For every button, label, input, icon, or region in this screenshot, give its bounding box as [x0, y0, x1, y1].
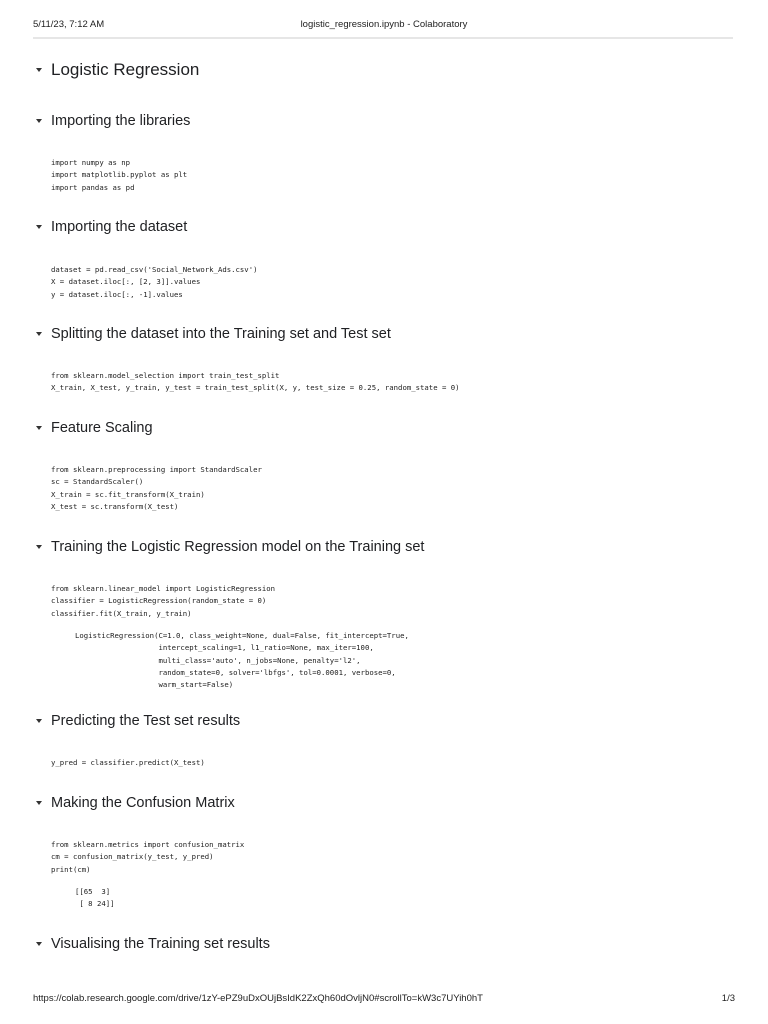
section-importing-libraries[interactable]: [36, 113, 190, 129]
section-heading: Visualising the Training set results: [51, 936, 270, 952]
section-heading: Training the Logistic Regression model on the Training set: [51, 539, 425, 555]
section-heading: Logistic Regression: [51, 60, 200, 79]
print-datetime: 5/11/23, 7:12 AM: [33, 19, 105, 30]
collapse-caret-icon[interactable]: [36, 942, 42, 946]
print-header: [0, 0, 768, 40]
print-url: https://colab.research.google.com/drive/1zY-ePZ9uDxOUjBsIdK2ZxQh60dOvljN0#scrollTo=kW3c7UYih0hT: [33, 993, 483, 1004]
cell-output: [[65 3] [ 8 24]]: [75, 887, 115, 909]
section-importing-dataset[interactable]: [36, 219, 187, 235]
header-divider: [33, 37, 733, 39]
collapse-caret-icon[interactable]: [36, 225, 42, 229]
section-heading: Importing the libraries: [51, 113, 191, 129]
section-heading: Feature Scaling: [51, 420, 153, 436]
code-cell[interactable]: from sklearn.metrics import confusion_matrix cm = confusion_matrix(y_test, y_pred) print(cm): [51, 840, 245, 874]
section-heading: Making the Confusion Matrix: [51, 795, 235, 811]
code-cell[interactable]: import numpy as np import matplotlib.pyplot as plt import pandas as pd: [51, 158, 188, 192]
section-splitting-dataset[interactable]: [36, 326, 391, 342]
section-training-model[interactable]: [36, 539, 424, 555]
cell-output: LogisticRegression(C=1.0, class_weight=None, dual=False, fit_intercept=True, intercept_scaling=1, l1_ratio=None, max_iter=100, multi_class='auto', n_jobs=None, penalty='l2', random_state=0, solver='lbfgs', tol=0.0001, verbose=0, warm_start=False): [75, 631, 409, 690]
collapse-caret-icon[interactable]: [36, 68, 42, 72]
section-heading: Splitting the dataset into the Training set and Test set: [51, 326, 391, 342]
code-cell[interactable]: from sklearn.linear_model import LogisticRegression classifier = LogisticRegression(random_state = 0) classifier.fit(X_train, y_train): [51, 584, 276, 618]
code-cell[interactable]: from sklearn.preprocessing import StandardScaler sc = StandardScaler() X_train = sc.fit_transform(X_train) X_test = sc.transform(X_test): [51, 465, 262, 511]
code-cell[interactable]: dataset = pd.read_csv('Social_Network_Ads.csv') X = dataset.iloc[:, [2, 3]].values y = dataset.iloc[:, -1].values: [51, 265, 258, 299]
print-title: logistic_regression.ipynb - Colaboratory: [300, 19, 468, 30]
collapse-caret-icon[interactable]: [36, 801, 42, 805]
collapse-caret-icon[interactable]: [36, 332, 42, 336]
section-predicting-results[interactable]: [36, 713, 240, 729]
page-number: 1/3: [721, 993, 735, 1004]
section-confusion-matrix[interactable]: [36, 795, 235, 811]
collapse-caret-icon[interactable]: [36, 119, 42, 123]
section-logistic-regression[interactable]: [36, 60, 199, 80]
code-cell[interactable]: from sklearn.model_selection import train_test_split X_train, X_test, y_train, y_test = train_test_split(X, y, test_size = 0.25, random_state = 0): [51, 371, 460, 393]
collapse-caret-icon[interactable]: [36, 426, 42, 430]
section-heading: Importing the dataset: [51, 219, 188, 235]
collapse-caret-icon[interactable]: [36, 545, 42, 549]
print-footer: [0, 990, 768, 1010]
collapse-caret-icon[interactable]: [36, 719, 42, 723]
section-heading: Predicting the Test set results: [51, 713, 241, 729]
code-cell[interactable]: y_pred = classifier.predict(X_test): [51, 758, 205, 767]
section-visualising-training[interactable]: [36, 936, 270, 952]
section-feature-scaling[interactable]: [36, 420, 153, 436]
